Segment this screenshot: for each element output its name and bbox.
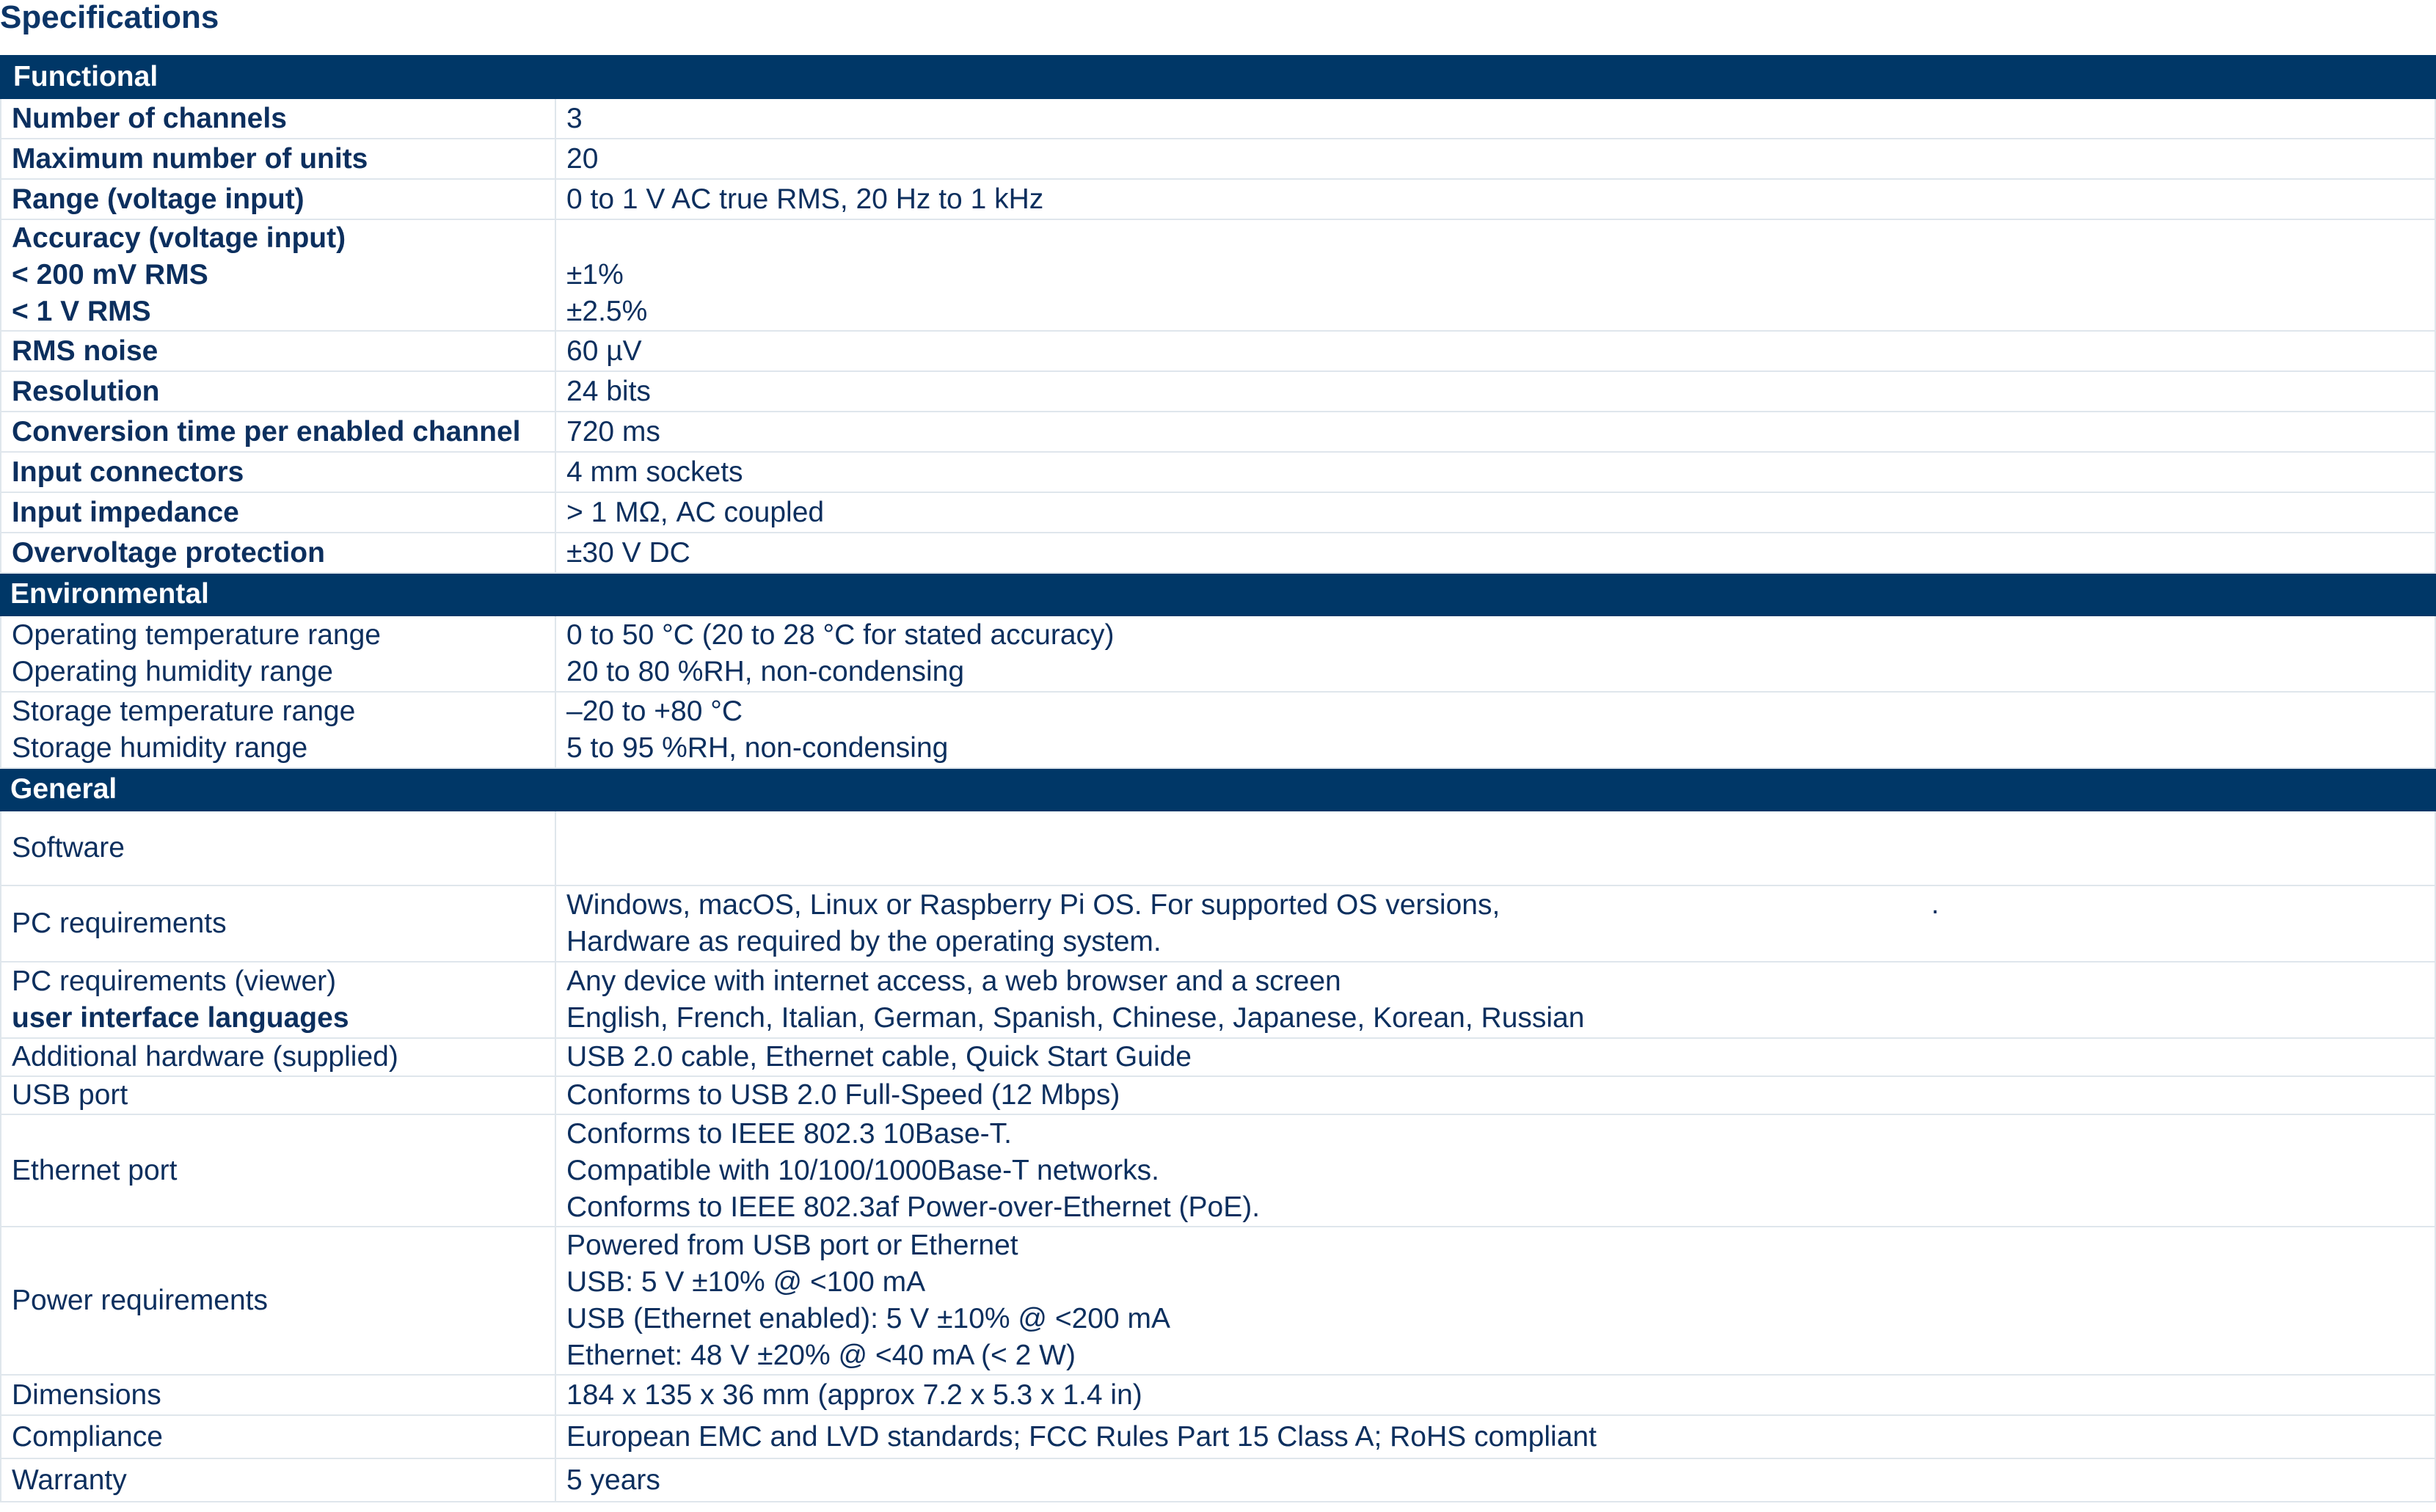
spec-label-line: Operating temperature range <box>12 619 381 651</box>
spec-value: 0 to 1 V AC true RMS, 20 Hz to 1 kHz <box>555 179 2435 219</box>
spec-label: Input connectors <box>1 452 555 492</box>
spec-label <box>1 962 555 1038</box>
spec-label-line: < 1 V RMS <box>12 296 151 327</box>
spec-value <box>555 1227 2435 1375</box>
spec-label: Range (voltage input) <box>1 179 555 219</box>
table-row <box>1 179 2435 219</box>
spec-value: 720 ms <box>555 412 2435 452</box>
table-row <box>1 1114 2435 1227</box>
spec-label <box>1 219 555 331</box>
spec-label <box>1 692 555 768</box>
table-row <box>1 1458 2435 1502</box>
spec-value-line: Any device with internet access, a web browser and a screen <box>566 965 1341 997</box>
spec-value-line: Conforms to IEEE 802.3 10Base-T. <box>566 1117 1012 1150</box>
specifications-table <box>0 55 2436 1502</box>
spec-value: > 1 MΩ, AC coupled <box>555 492 2435 533</box>
spec-label-line: Accuracy (voltage input) <box>12 222 346 254</box>
table-row <box>1 371 2435 412</box>
section-title: General <box>1 768 2435 811</box>
spec-value <box>555 1114 2435 1227</box>
spec-value-line: USB: 5 V ±10% @ <100 mA <box>566 1266 926 1298</box>
page-title: Specifications <box>0 0 219 35</box>
spec-label: RMS noise <box>1 331 555 371</box>
spec-value-line: USB (Ethernet enabled): 5 V ±10% @ <200 mA <box>566 1303 1171 1334</box>
table-row <box>1 962 2435 1038</box>
section-title: Environmental <box>1 573 2435 616</box>
spec-label: Dimensions <box>1 1375 555 1415</box>
table-row <box>1 331 2435 371</box>
spec-value-line: ±2.5% <box>566 296 648 327</box>
table-row <box>1 811 2435 885</box>
table-row <box>1 1227 2435 1375</box>
spec-value-line: –20 to +80 °C <box>566 695 743 727</box>
spec-value <box>555 219 2435 331</box>
spec-label: Additional hardware (supplied) <box>1 1038 555 1076</box>
spec-value-line: 5 to 95 %RH, non-condensing <box>566 732 949 764</box>
spec-value-line: ±1% <box>566 259 624 291</box>
spec-value-line: 0 to 50 °C (20 to 28 °C for stated accuracy) <box>566 619 1115 651</box>
spec-value-line: English, French, Italian, German, Spanish, Chinese, Japanese, Korean, Russian <box>566 1002 1585 1034</box>
spec-label: Number of channels <box>1 98 555 139</box>
spec-value: ±30 V DC <box>555 533 2435 573</box>
spec-label: Overvoltage protection <box>1 533 555 573</box>
spec-value: 5 years <box>555 1458 2435 1502</box>
spec-value <box>555 616 2435 692</box>
spec-label-line: Storage temperature range <box>12 695 356 727</box>
spec-label: Warranty <box>1 1458 555 1502</box>
section-header-environmental <box>1 573 2435 616</box>
spec-value <box>555 885 2435 962</box>
spec-label: Maximum number of units <box>1 139 555 179</box>
spec-label-line: Operating humidity range <box>12 656 333 687</box>
spec-value-line: Ethernet: 48 V ±20% @ <40 mA (< 2 W) <box>566 1340 1076 1371</box>
spec-value <box>555 962 2435 1038</box>
spec-label <box>1 616 555 692</box>
spec-value: 184 x 135 x 36 mm (approx 7.2 x 5.3 x 1.4 in) <box>555 1375 2435 1415</box>
spec-value: Conforms to USB 2.0 Full-Speed (12 Mbps) <box>555 1076 2435 1114</box>
table-row <box>1 1076 2435 1114</box>
spec-value: 60 µV <box>555 331 2435 371</box>
spec-value <box>555 692 2435 768</box>
spec-value: 4 mm sockets <box>555 452 2435 492</box>
spec-value-line <box>566 220 2424 257</box>
table-row <box>1 412 2435 452</box>
spec-value: 24 bits <box>555 371 2435 412</box>
spec-label-line: PC requirements (viewer) <box>12 965 337 997</box>
table-row <box>1 1375 2435 1415</box>
spec-label: Conversion time per enabled channel <box>1 412 555 452</box>
spec-label: Compliance <box>1 1415 555 1458</box>
spec-label-line: Storage humidity range <box>12 732 308 764</box>
table-row <box>1 692 2435 768</box>
spec-value: USB 2.0 cable, Ethernet cable, Quick Start Guide <box>555 1038 2435 1076</box>
table-row <box>1 1415 2435 1458</box>
spec-label: PC requirements <box>1 885 555 962</box>
table-row <box>1 98 2435 139</box>
table-row <box>1 533 2435 573</box>
table-row <box>1 492 2435 533</box>
spec-value-line: Hardware as required by the operating system. <box>566 926 1162 957</box>
spec-value-line: Powered from USB port or Ethernet <box>566 1230 1018 1261</box>
trailing-period: . <box>1931 888 1939 920</box>
spec-label: USB port <box>1 1076 555 1114</box>
spec-value-line: Conforms to IEEE 802.3af Power-over-Ethernet (PoE). <box>566 1191 1261 1223</box>
spec-label-line: < 200 mV RMS <box>12 259 208 291</box>
spec-label: Power requirements <box>1 1227 555 1375</box>
spec-label: Input impedance <box>1 492 555 533</box>
table-row <box>1 139 2435 179</box>
spec-value-line: Windows, macOS, Linux or Raspberry Pi OS. For supported OS versions, <box>566 889 1500 921</box>
spec-value-line: Compatible with 10/100/1000Base-T networks. <box>566 1154 1159 1186</box>
table-row <box>1 1038 2435 1076</box>
spec-value-line: 20 to 80 %RH, non-condensing <box>566 656 965 687</box>
section-title: Functional <box>1 56 2435 98</box>
section-header-general <box>1 768 2435 811</box>
spec-value: European EMC and LVD standards; FCC Rules Part 15 Class A; RoHS compliant <box>555 1415 2435 1458</box>
spec-value: 20 <box>555 139 2435 179</box>
table-row <box>1 616 2435 692</box>
spec-label: Resolution <box>1 371 555 412</box>
spec-value: 3 <box>555 98 2435 139</box>
spec-value <box>555 811 2435 885</box>
spec-label: Software <box>1 811 555 885</box>
spec-label: Ethernet port <box>1 1114 555 1227</box>
section-header-functional <box>1 56 2435 98</box>
spec-label-line: user interface languages <box>12 1002 349 1034</box>
table-row <box>1 452 2435 492</box>
table-row <box>1 885 2435 962</box>
table-row <box>1 219 2435 331</box>
